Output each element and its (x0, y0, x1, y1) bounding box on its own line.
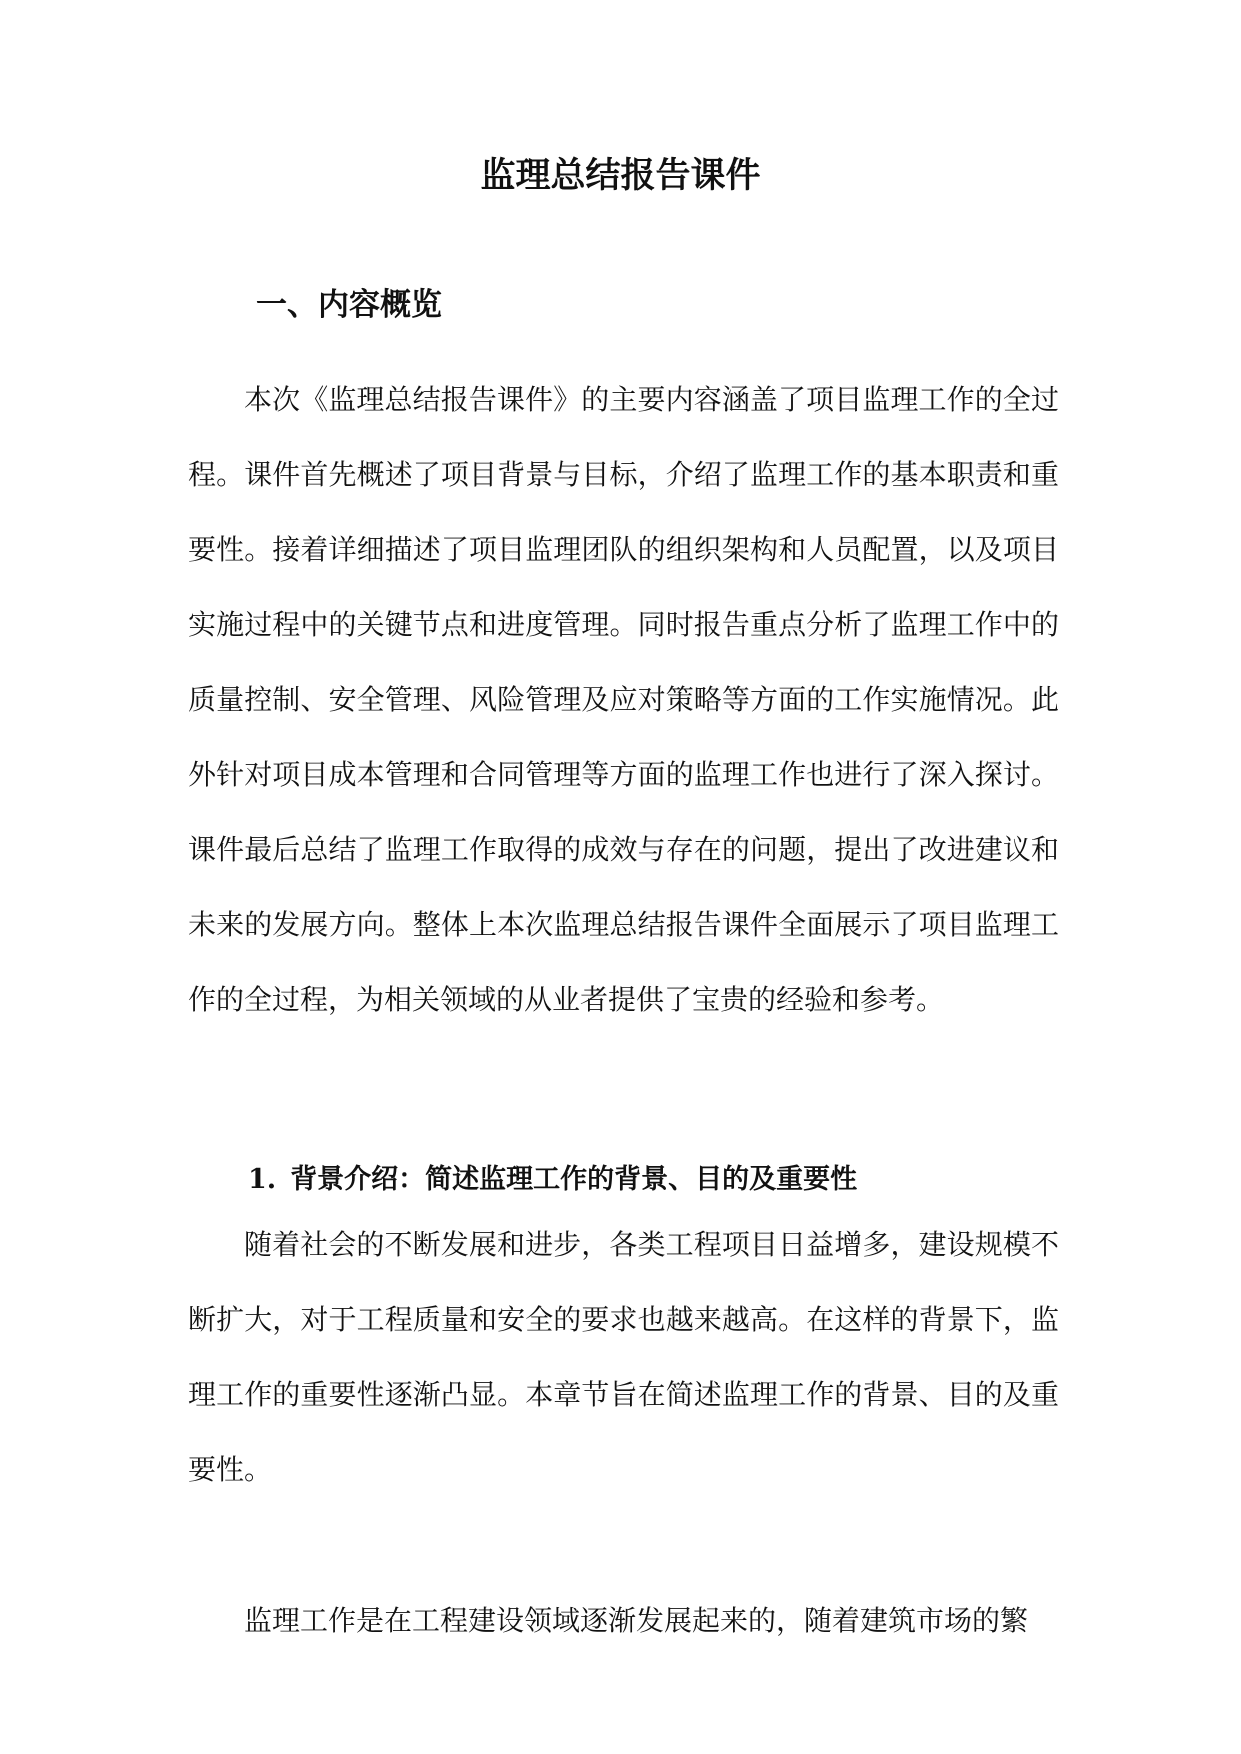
overview-paragraph: 本次《监理总结报告课件》的主要内容涵盖了项目监理工作的全过程。课件首先概述了项目背景与目标，介绍了监理工作的基本职责和重要性。接着详细描述了项目监理团队的组织架构和人员配置，以及项目实施过程中的关键节点和进度管理。同时报告重点分析了监理工作中的质量控制、安全管理、风险管理及应对策略等方面的工作实施情况。此外针对项目成本管理和合同管理等方面的监理工作也进行了深入探讨。课件最后总结了监理工作取得的成效与存在的问题，提出了改进建议和未来的发展方向。整体上本次监理总结报告课件全面展示了项目监理工作的全过程，为相关领域的从业者提供了宝贵的经验和参考。 (188, 383, 1059, 1016)
document-title: 监理总结报告课件 (480, 155, 761, 196)
section-heading-overview: 一、内容概览 (256, 287, 442, 323)
subsection-number: 1. (248, 1164, 277, 1195)
background-paragraph-2: 监理工作是在工程建设领域逐渐发展起来的，随着建筑市场的繁 (244, 1604, 1029, 1637)
background-paragraph-1: 随着社会的不断发展和进步，各类工程项目日益增多，建设规模不断扩大，对于工程质量和安全的要求也越来越高。在这样的背景下，监理工作的重要性逐渐凸显。本章节旨在简述监理工作的背景、目的及重要性。 (188, 1228, 1059, 1486)
subsection-heading-background (248, 1160, 857, 1200)
subsection-title: 背景介绍：简述监理工作的背景、目的及重要性 (290, 1164, 858, 1195)
